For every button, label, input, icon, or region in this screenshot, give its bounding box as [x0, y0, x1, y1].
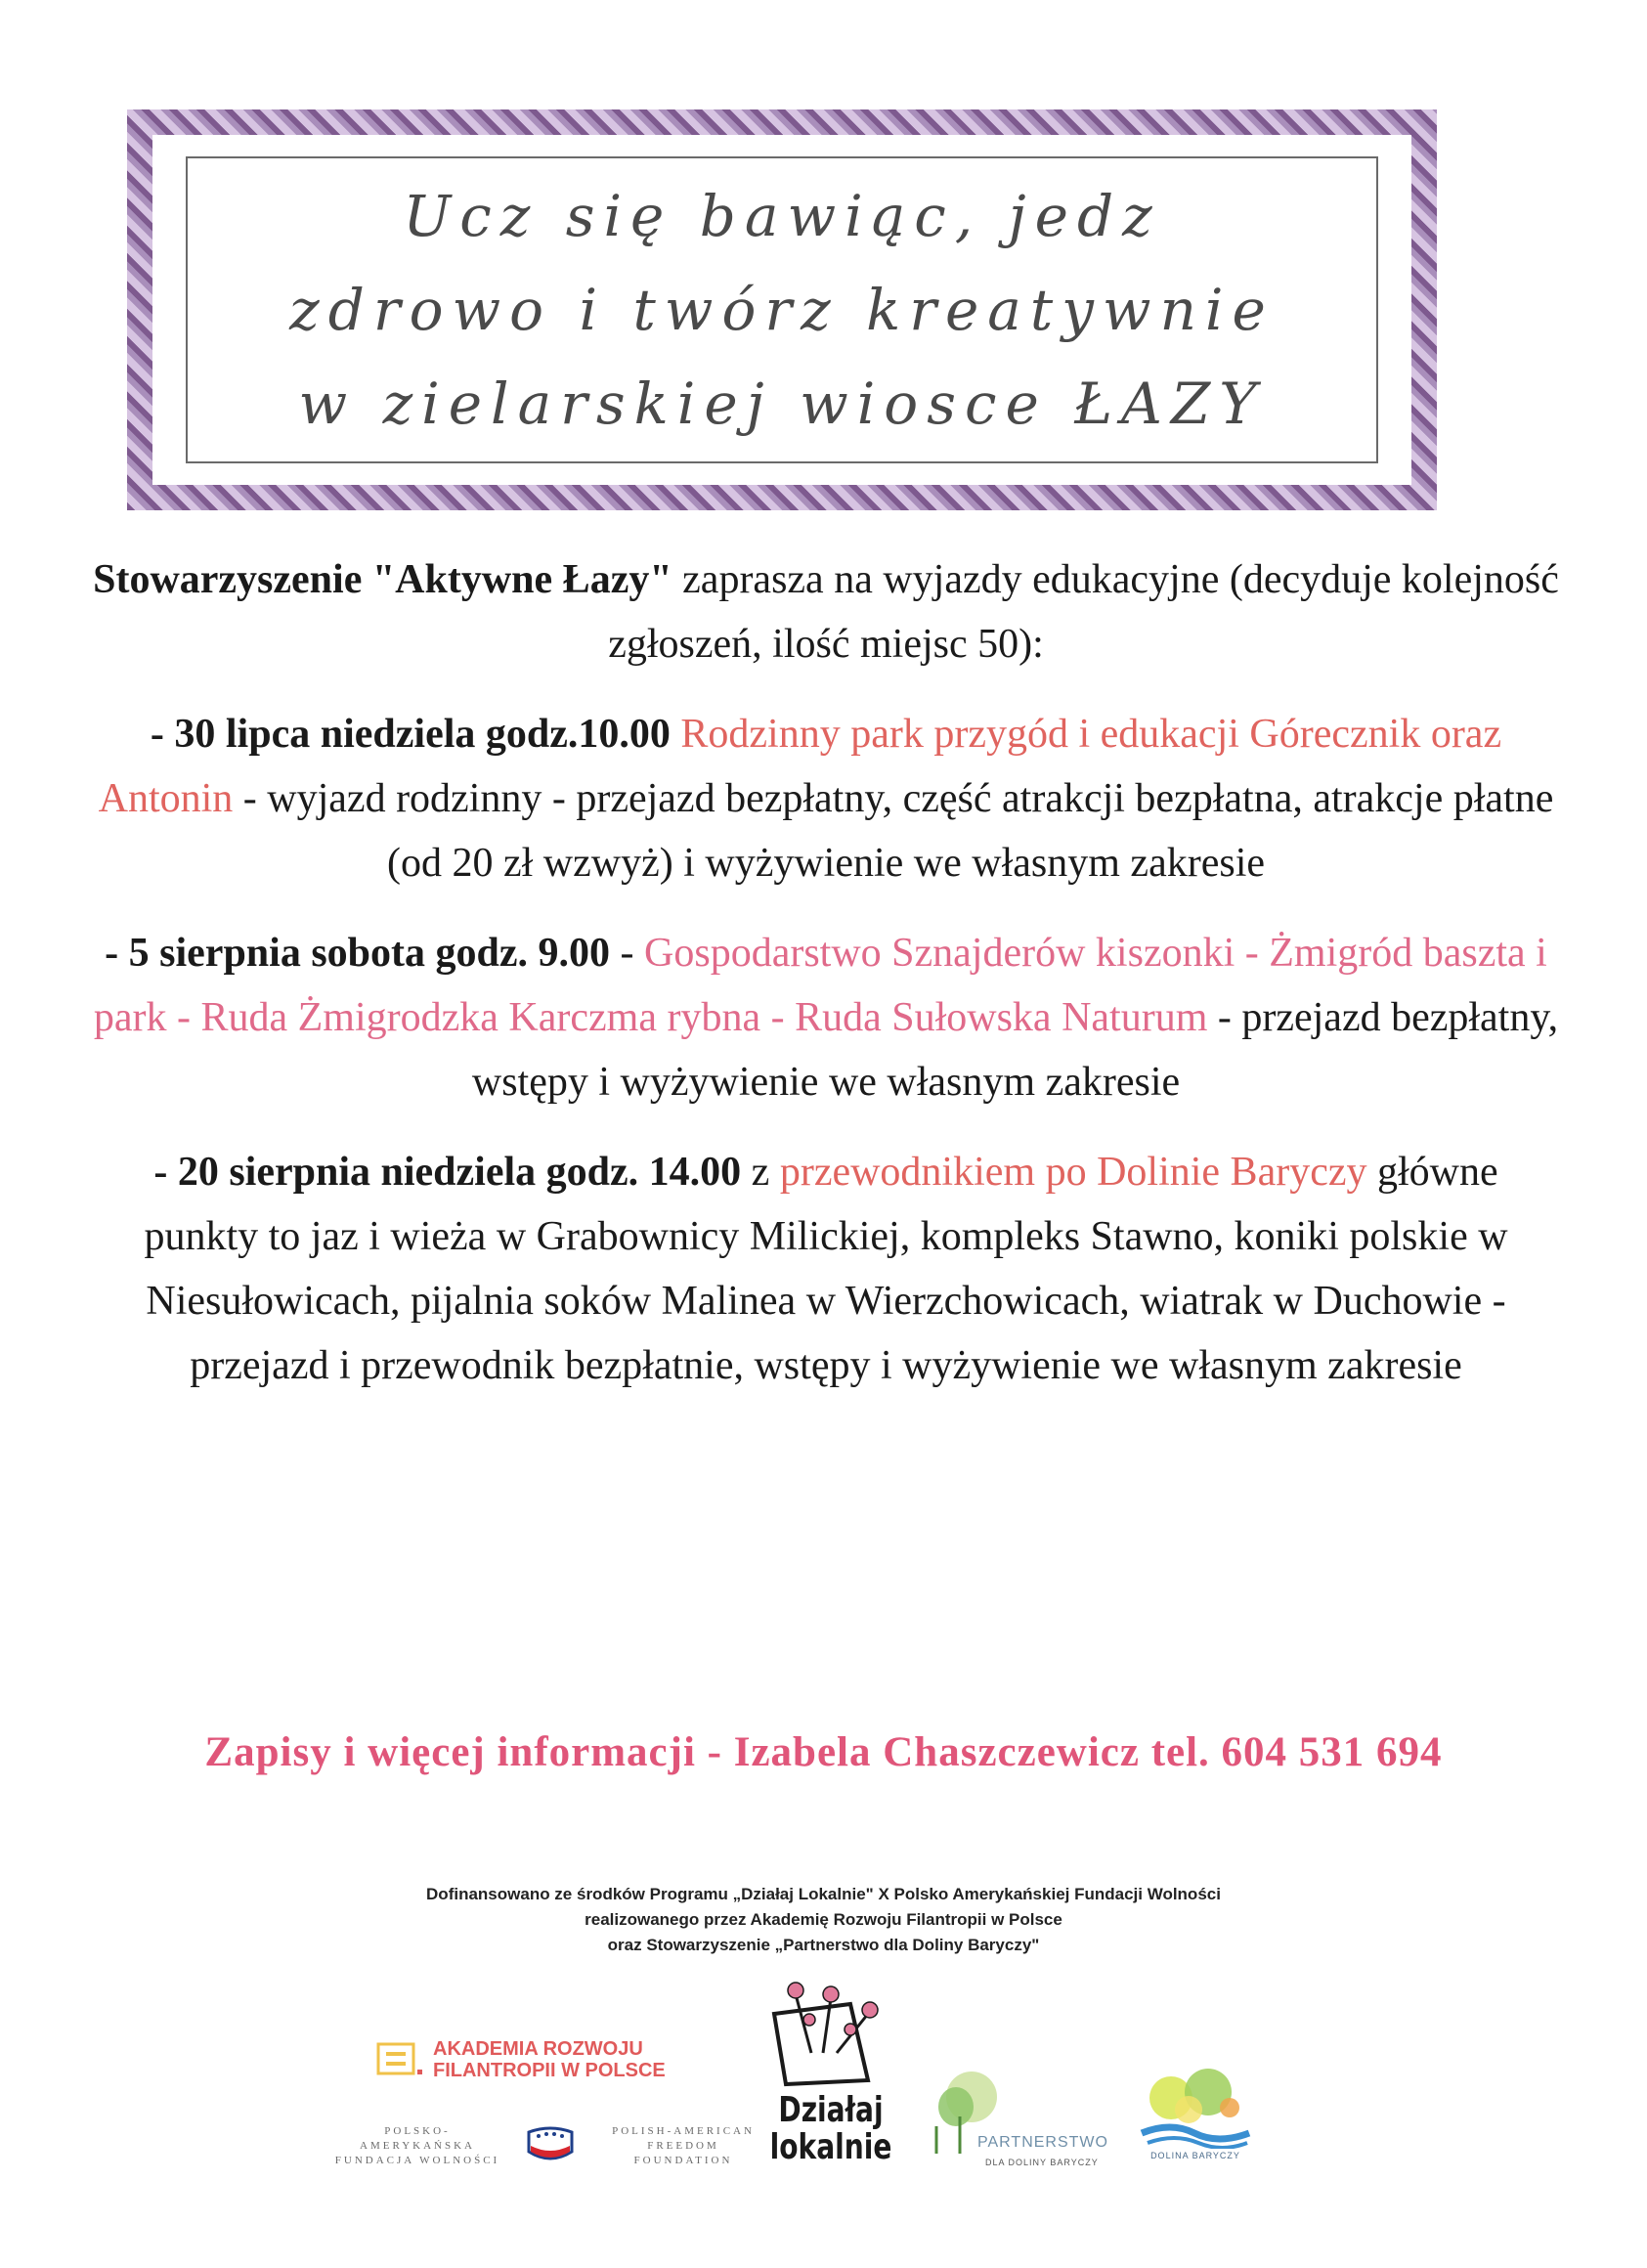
header-line-3: w zielarskiej wiosce ŁAZY: [298, 371, 1266, 437]
partnerstwo-logo: [927, 2068, 1132, 2180]
trip-1-place: Rodzinny park przygód i edukacji Górecznik oraz Antonin: [98, 712, 1502, 821]
arfp-logo: [376, 2035, 728, 2084]
trip-3: [93, 1140, 1559, 1398]
trip-3-details: główne punkty to jaz i wieża w Grabownicy Milickiej, kompleks Stawno, koniki polskie w Niesułowicach, pijalnia soków Malinea w Wierzchowicach, wiatrak w Duchowie - przejazd i przewodnik bezpłatnie, wstępy i wyżywienie we własnym zakresie: [144, 1150, 1508, 1388]
trip-3-separator: z: [741, 1150, 780, 1195]
dzialaj-flowers-icon: [753, 1975, 909, 2092]
trip-3-date: - 20 sierpnia niedziela godz. 14.00: [153, 1150, 742, 1195]
intro-text: zaprasza na wyjazdy edukacyjne (decyduje kolejność zgłoszeń, ilość miejsc 50):: [608, 557, 1559, 667]
dolina-baryczy-logo: [1132, 2065, 1259, 2172]
dzialaj-name: [770, 2092, 892, 2166]
dolina-baryczy-name: DOLINA BARYCZY: [1150, 2151, 1240, 2160]
header-line-1: Ucz się bawiąc, jedz: [403, 183, 1161, 249]
organization-name: Stowarzyszenie "Aktywne Łazy": [93, 557, 672, 602]
partnerstwo-subtitle: DLA DOLINY BARYCZY: [985, 2158, 1099, 2167]
arfp-line-1: AKADEMIA ROZWOJU: [433, 2038, 643, 2060]
funding-line-2: realizowanego przez Akademię Rozwoju Filantropii w Polsce: [585, 1910, 1062, 1929]
main-content: [93, 547, 1559, 1423]
partnerstwo-name: PARTNERSTWO: [977, 2134, 1108, 2151]
header-text-box: [186, 156, 1378, 463]
paff-en-line-1: POLISH-AMERICAN: [612, 2124, 755, 2137]
trip-2-place: Gospodarstwo Sznajderów kiszonki - Żmigród baszta i park - Ruda Żmigrodzka Karczma rybna - Ruda Sułowska Naturum: [93, 931, 1547, 1040]
funding-line-1: Dofinansowano ze środków Programu „Działaj Lokalnie" X Polsko Amerykańskiej Fundacji Wolności: [426, 1885, 1221, 1903]
trip-2: [93, 921, 1559, 1114]
arfp-name: [433, 2038, 666, 2081]
trip-1-date: - 30 lipca niedziela godz.10.00: [150, 712, 671, 757]
dzialaj-line-2: lokalnie: [769, 2127, 892, 2167]
trip-1-details: - wyjazd rodzinny - przejazd bezpłatny, część atrakcji bezpłatna, atrakcje płatne (od 20 zł wzwyż) i wyżywienie we własnym zakresie: [233, 776, 1554, 886]
trip-1: [93, 702, 1559, 895]
trip-3-place: przewodnikiem po Dolinie Baryczy: [779, 1150, 1367, 1195]
paff-en-line-2: FREEDOM FOUNDATION: [633, 2139, 733, 2166]
paff-pl-line-2: FUNDACJA WOLNOŚCI: [334, 2154, 500, 2166]
arfp-line-2: FILANTROPII W POLSCE: [433, 2060, 666, 2081]
signup-contact: Zapisy i więcej informacji - Izabela Chaszczewicz tel. 604 531 694: [204, 1729, 1443, 1775]
header-line-2: zdrowo i twórz kreatywnie: [289, 277, 1275, 343]
dolina-baryczy-icon: [1132, 2065, 1259, 2149]
dzialaj-line-1: Działaj: [778, 2090, 884, 2130]
paff-logo: [330, 2121, 770, 2170]
paff-flag-icon: [523, 2122, 578, 2169]
trip-2-separator: -: [610, 931, 645, 976]
paff-name-pl: [330, 2124, 504, 2168]
paff-pl-line-1: POLSKO-AMERYKAŃSKA: [360, 2124, 475, 2152]
paff-name-en: [596, 2124, 770, 2168]
arfp-mark-icon: [376, 2040, 423, 2079]
funding-note: [195, 1882, 1452, 1958]
trip-2-details: - przejazd bezpłatny, wstępy i wyżywienie we własnym zakresie: [471, 995, 1559, 1105]
intro-paragraph: [93, 547, 1559, 676]
dzialaj-lokalnie-logo: [753, 1975, 909, 2180]
funding-line-3: oraz Stowarzyszenie „Partnerstwo dla Doliny Baryczy": [607, 1936, 1040, 1954]
header-frame: [127, 109, 1437, 510]
trip-2-date: - 5 sierpnia sobota godz. 9.00: [105, 931, 611, 976]
